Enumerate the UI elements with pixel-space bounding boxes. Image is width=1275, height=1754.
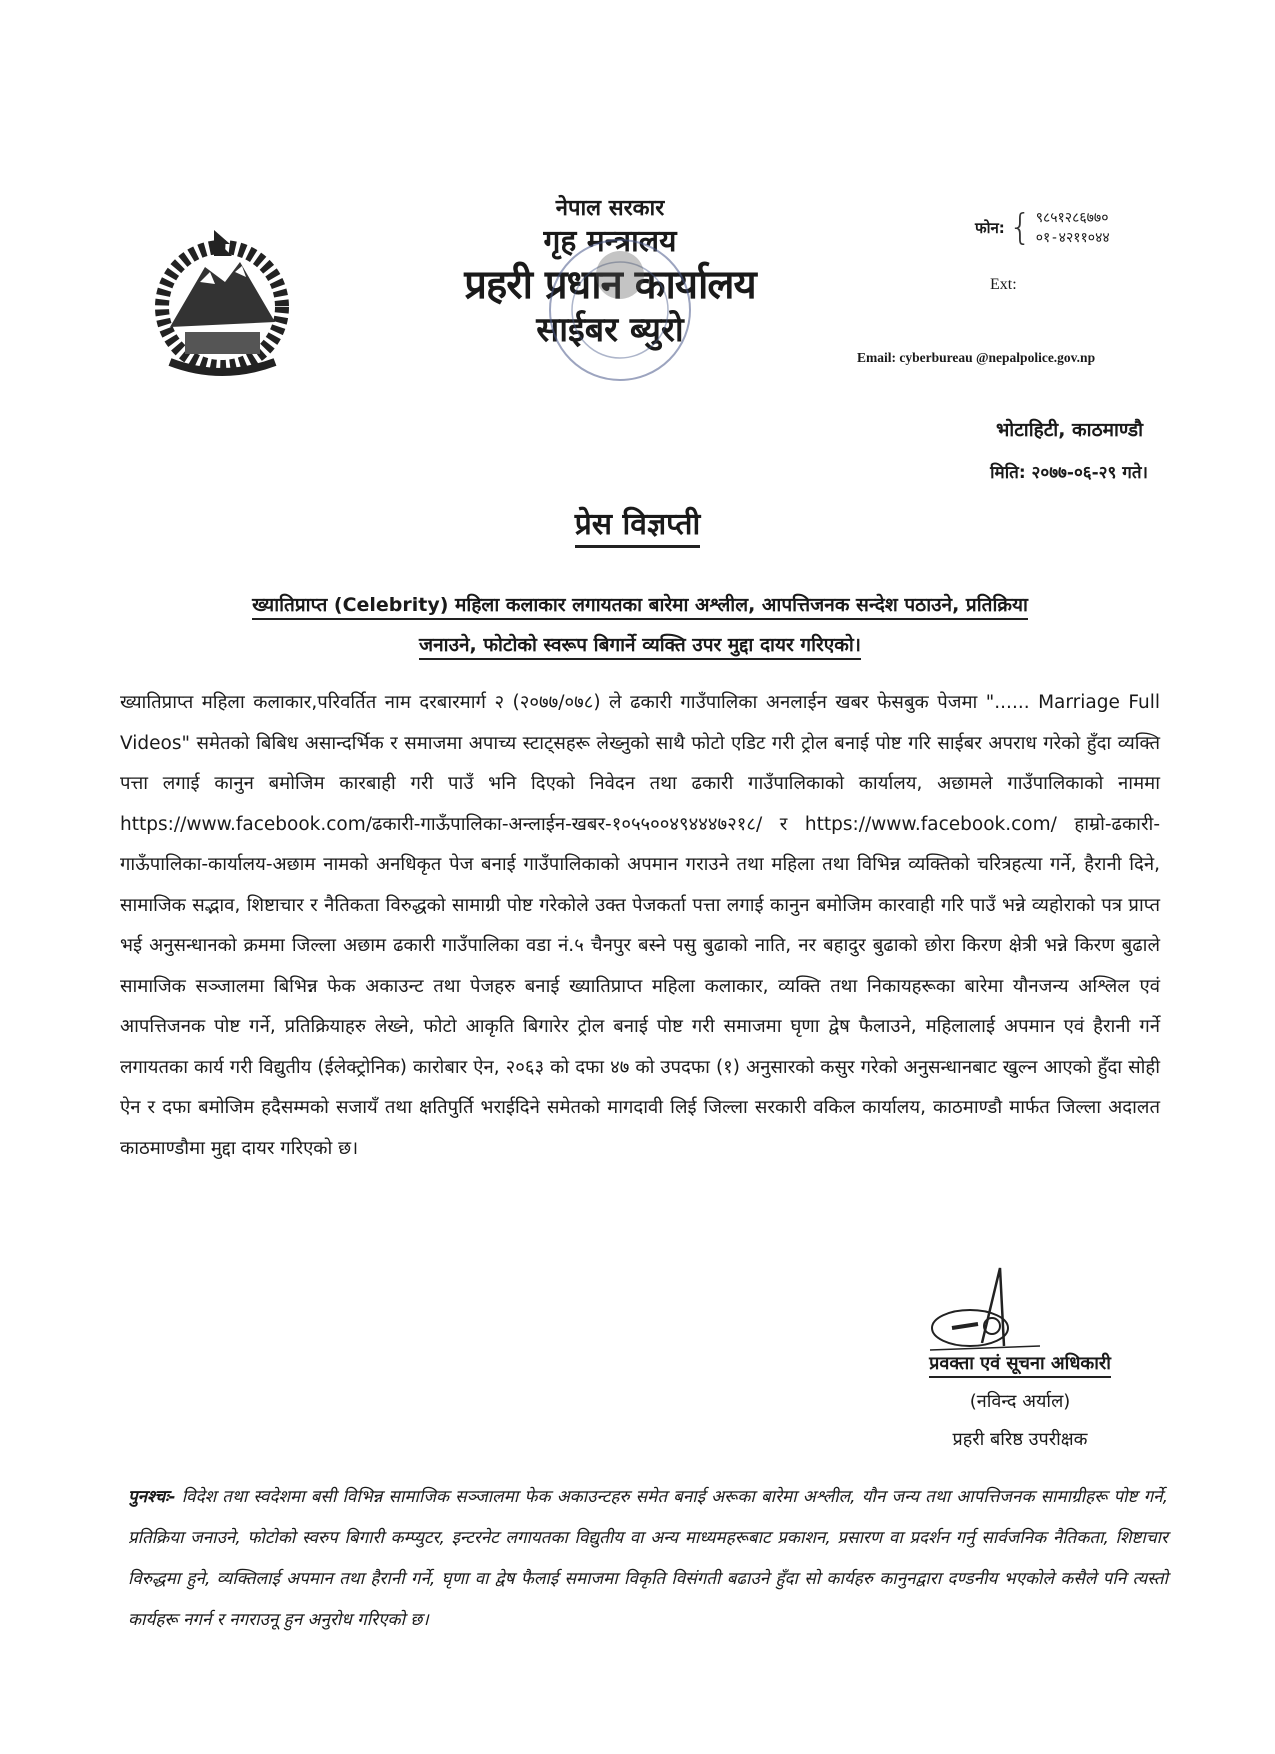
body-paragraph: ख्यातिप्राप्त महिला कलाकार,परिवर्तित नाम दरबारमार्ग २ (२०७७/०७८) ले ढकारी गाउँपालिका अनलाईन खबर फेसबुक पेजमा "...... Marriage Full Videos" समेतको बिबिध असान्दर्भिक र समाजमा अपाच्य स्टाट्सहरू लेख्नुको साथै फोटो एडिट गरी ट्रोल बनाई पोष्ट गरि साईबर अपराध गरेको हुँदा व्यक्ति पत्ता लगाई कानुन बमोजिम कारबाही गरी पाउँ भनि दिएको निवेदन तथा ढकारी गाउँपालिकाको कार्यालय, अछामले गाउँपालिकाको नाममा https://www.facebook.com/ढकारी-गाऊँपालिका-अन्लाईन-खबर-१०५५००४९४४४७२१८/ र https://www.facebook.com/ हाम्रो-ढकारी-गाऊँपालिका-कार्यालय-अछाम नामको अनधिकृत पेज बनाई गाउँपालिकाको अपमान गराउने तथा महिला तथा विभिन्न व्यक्तिको चरित्रहत्या गर्ने, हैरानी दिने, सामाजिक सद्भाव, शिष्टाचार र नैतिकता विरुद्धको सामाग्री पोष्ट गरेकोले उक्त पेजकर्ता पत्ता लगाई कानुन बमोजिम कारवाही गरि पाउँ भन्ने व्यहोराको पत्र प्राप्त भई अनुसन्धानको क्रममा जिल्ला अछाम ढकारी गाउँपालिका वडा नं.५ चैनपुर बस्ने पसु बुढाको नाति, नर बहादुर बुढाको छोरा किरण क्षेत्री भन्ने किरण बुढाले सामाजिक सञ्जालमा बिभिन्न फेक अकाउन्ट तथा पेजहरु बनाई ख्यातिप्राप्त महिला कलाकार, व्यक्ति तथा निकायहरूका बारेमा यौनजन्य अश्लिल एवं आपत्तिजनक पोष्ट गर्ने, प्रतिक्रियाहरु लेख्ने, फोटो आकृति बिगारेर ट्रोल बनाई पोष्ट गरी समाजमा घृणा द्वेष फैलाउने, महिलालाई अपमान एवं हैरानी गर्ने लगायतका कार्य गरी विद्युतीय (ईलेक्ट्रोनिक) कारोबार ऐन, २०६३ को दफा ४७ को उपदफा (१) अनुसारको कसुर गरेको अनुसन्धानबाट खुल्न आएको हुँदा सोही ऐन र दफा बमोजिम हदैसम्मको सजायँ तथा क्षतिपुर्ति भराईदिने समेतको मागदावी लिई जिल्ला सरकारी वकिल कार्यालय, काठमाण्डौ मार्फत जिल्ला अदालत काठमाण्डौमा मुद्दा दायर गरिएको छ। bbox=[120, 692, 1160, 1159]
signature-block bbox=[860, 1345, 1180, 1459]
date: मिति: २०७७-०६-२९ गते। bbox=[990, 463, 1148, 483]
handwritten-signature-icon bbox=[900, 1258, 1080, 1358]
document-title: प्रेस विज्ञप्ती bbox=[575, 507, 701, 548]
nepal-government-emblem-icon bbox=[150, 222, 295, 382]
signatory-title: प्रवक्ता एवं सूचना अधिकारी bbox=[929, 1353, 1111, 1378]
email-address: Email: cyberbureau @nepalpolice.gov.np bbox=[857, 350, 1096, 365]
postscript-text: विदेश तथा स्वदेशमा बसी विभिन्न सामाजिक सञ्जालमा फेक अकाउन्टहरु समेत बनाई अरूका बारेमा अश्लील, यौन जन्य तथा आपत्तिजनक सामाग्रीहरू पोष्ट गर्ने, प्रतिक्रिया जनाउने, फोटोको स्वरुप बिगारी कम्प्युटर, इन्टरनेट लगायतका विद्युतीय वा अन्य माध्यमहरूबाट प्रकाशन, प्रसारण वा प्रदर्शन गर्नु सार्वजनिक नैतिकता, शिष्टाचार विरुद्धमा हुने, व्यक्तिलाई अपमान तथा हैरानी गर्ने, घृणा वा द्वेष फैलाई समाजमा विकृति विसंगती बढाउने हुँदा सो कार्यहरु कानुनद्वारा दण्डनीय भएकोले कसैले पनि त्यस्तो कार्यहरू नगर्न र नगराउनू हुन अनुरोध गरिएको छ। bbox=[128, 1487, 1168, 1630]
subject-line-1: ख्यातिप्राप्त (Celebrity) महिला कलाकार लगायतका बारेमा अश्लील, आपत्तिजनक सन्देश पठाउने, प्रतिक्रिया bbox=[252, 594, 1028, 620]
government-name: नेपाल सरकार bbox=[555, 196, 665, 221]
subject bbox=[120, 585, 1160, 665]
office-name: प्रहरी प्रधान कार्यालय bbox=[464, 262, 756, 308]
ext-label: Ext: bbox=[990, 276, 1017, 293]
ministry-name: गृह मन्त्रालय bbox=[543, 224, 677, 259]
phone-number: ९८५१२८६७७० bbox=[1035, 210, 1109, 226]
contact-block bbox=[975, 208, 1110, 248]
signatory-name: (नविन्द अर्याल) bbox=[969, 1391, 1071, 1412]
brace-icon: { bbox=[1008, 207, 1032, 248]
document-title-wrap bbox=[0, 502, 1275, 543]
postscript bbox=[128, 1477, 1168, 1641]
letterhead bbox=[380, 195, 840, 351]
phone-number: ०१-४२११०४४ bbox=[1035, 230, 1110, 246]
subject-line-2: जनाउने, फोटोको स्वरूप बिगार्ने व्यक्ति उपर मुद्दा दायर गरिएको। bbox=[419, 634, 861, 660]
phone-label: फोन: bbox=[975, 219, 1005, 237]
place: भोटाहिटी, काठमाण्डौ bbox=[995, 419, 1143, 441]
signatory-rank: प्रहरी बरिष्ठ उपरीक्षक bbox=[952, 1429, 1088, 1450]
bureau-name: साईबर ब्युरो bbox=[536, 310, 684, 350]
postscript-label: पुनश्चः- bbox=[128, 1487, 176, 1507]
